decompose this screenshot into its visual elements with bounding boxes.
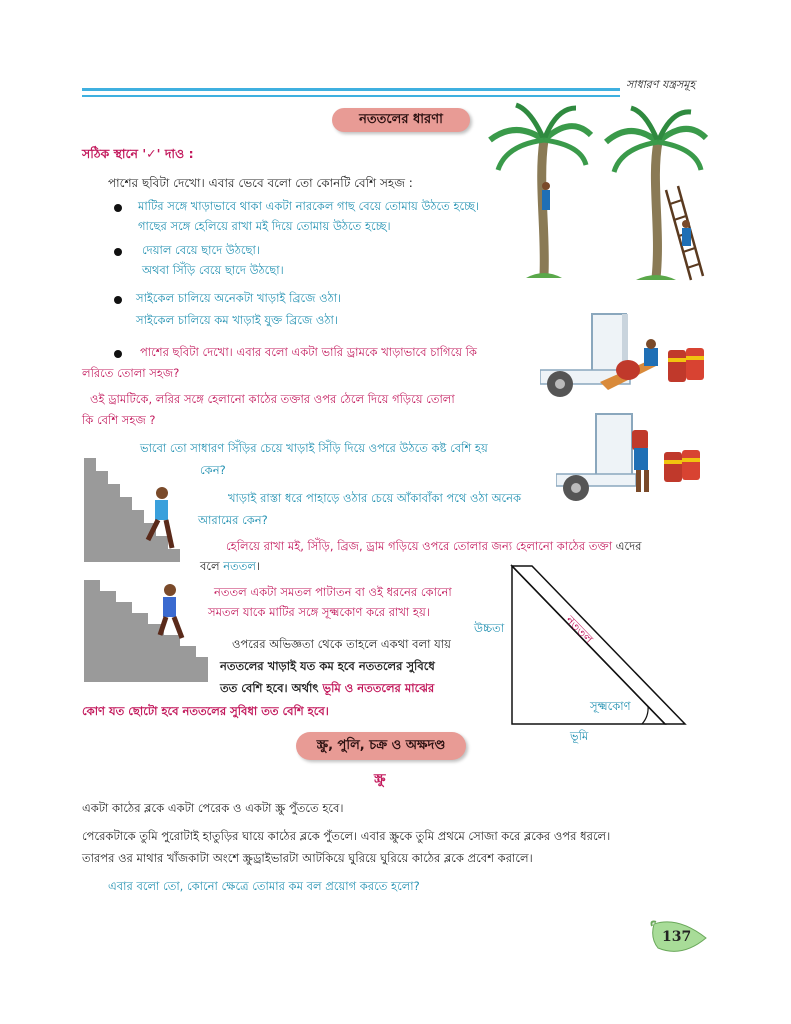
drum-icon: [616, 360, 640, 380]
bullet-2-line-1: দেয়াল বেয়ে ছাদে উঠছো।: [142, 243, 260, 257]
drum-icon: [664, 452, 682, 482]
header-rule-top: [82, 88, 620, 91]
drum-lift-illustration: [556, 412, 716, 506]
bullet-4-line-2: লরিতে তোলা সহজ?: [82, 366, 180, 380]
climber-head: [164, 584, 176, 596]
definition-line-1: [226, 538, 641, 554]
bullet-1-line-1: মাটির সঙ্গে খাড়াভাবে থাকা একটা নারকেল গাছ বেয়ে তোমায় উঠতে হচ্ছে।: [138, 199, 480, 213]
paragraph-1: একটা কাঠের ব্লকে একটা পেরেক ও একটা স্ক্রু পুঁততে হবে।: [82, 801, 344, 815]
bullet-3-line-1: সাইকেল চালিয়ে অনেকটা খাড়াই ব্রিজে ওঠা।: [136, 291, 342, 305]
intro-text: পাশের ছবিটা দেখো। এবার ভেবে বলো তো কোনটি বেশি সহজ :: [108, 176, 413, 190]
conclusion-part-b: ভূমি ও নততলের মাঝের: [322, 681, 435, 695]
bullet-dot: [114, 350, 122, 358]
definition-suffix: এদের: [612, 539, 642, 553]
drum-icon: [632, 430, 648, 450]
conclusion-line-4: কোণ যত ছোটো হবে নততলের সুবিধা তত বেশি হবে।: [82, 704, 329, 718]
subsection-heading-screw: স্ক্রু: [374, 772, 386, 787]
definition-examples: হেলিয়ে রাখা মই, সিঁড়ি, ব্রিজ, ড্রাম গড়িয়ে ওপরে তোলার জন্য হেলানো কাঠের তক্তা: [226, 539, 613, 553]
conclusion-part-a: তত বেশি হবে। অর্থাৎ: [220, 681, 323, 695]
chapter-title: সাধারণ যন্ত্রসমূহ: [626, 78, 696, 91]
road-question-line-1: খাড়াই রাস্তা ধরে পাহাড়ে ওঠার চেয়ে আঁকাবাঁকা পথে ওঠা অনেক: [228, 491, 522, 505]
definition-term: নততল: [223, 559, 256, 573]
header-rule-bottom: [82, 95, 620, 97]
bullet-dot: [114, 204, 122, 212]
question-text: এবার বলো তো, কোনো ক্ষেত্রে তোমার কম বল প্রয়োগ করতে হলো?: [108, 879, 420, 893]
angle-label: সূক্ষ্মকোণ: [590, 699, 631, 713]
bullet-1-line-2: গাছের সঙ্গে হেলিয়ে রাখা মই দিয়ে তোমায় উঠতে হচ্ছে।: [138, 219, 391, 233]
bullet-dot: [114, 248, 122, 256]
bullet-dot: [114, 296, 122, 304]
paragraph-2-line-1: পেরেকটাকে তুমি পুরোটাই হাতুড়ির ঘায়ে কাঠের ব্লকে পুঁতলে। এবার স্ক্রুকে তুমি প্রথমে সোজা করে ব্লকের ওপর ধরলে।: [82, 829, 611, 843]
bullet-3-line-2: সাইকেল চালিয়ে কম খাড়াই যুক্ত ব্রিজে ওঠা।: [136, 313, 338, 327]
page-number: 137: [662, 929, 692, 945]
drum-icon: [682, 450, 700, 480]
bullet-2-line-2: অথবা সিঁড়ি বেয়ে ছাদে উঠছো।: [142, 263, 284, 277]
road-question-line-2: আরামের কেন?: [198, 513, 268, 527]
drum-ramp-illustration: [540, 312, 710, 404]
angle-arc: [642, 706, 648, 724]
section-heading-inclined-plane: নততলের ধারণা: [332, 108, 470, 132]
inclined-definition-line-2: সমতল যাকে মাটির সঙ্গে সূক্ষ্মকোণ করে রাখা হয়।: [208, 605, 430, 619]
stairs-question-line-1: ভাবো তো সাধারণ সিঁড়ির চেয়ে খাড়াই সিঁড়ি দিয়ে ওপরে উঠতে কষ্ট বেশি হয়: [140, 441, 488, 455]
incline-label: নততল: [563, 612, 596, 646]
section-heading-screw-pulley: স্ক্রু, পুলি, চক্র ও অক্ষদণ্ড: [296, 732, 466, 760]
drum-icon: [668, 350, 686, 382]
inclined-plane-diagram: [470, 556, 710, 756]
palm-trees-illustration: [486, 100, 711, 285]
palm-tree-right: [606, 108, 706, 280]
drum-question-line-1: ওই ড্রামটিকে, লরির সঙ্গে হেলানো কাঠের তক্তার ওপর ঠেলে দিয়ে গড়িয়ে তোলা: [90, 392, 455, 406]
bullet-4-line-1: পাশের ছবিটা দেখো। এবার বলো একটা ভারি ড্রামকে খাড়াভাবে চাগিয়ে কি: [140, 345, 477, 359]
conclusion-line-2: নততলের খাড়াই যত কম হবে নততলের সুবিধে: [220, 659, 435, 673]
gentle-stairs-illustration: [84, 580, 208, 684]
steep-stairs-illustration: [84, 458, 202, 564]
definition-prefix: বলে: [200, 559, 224, 573]
instruction: সঠিক স্থানে '✓' দাও :: [82, 146, 194, 161]
definition-end: ।: [255, 559, 261, 573]
definition-line-2: [200, 558, 260, 574]
drum-icon: [686, 348, 704, 380]
drum-question-line-2: কি বেশি সহজ ?: [82, 413, 156, 427]
conclusion-line-1: ওপরের অভিজ্ঞতা থেকে তাহলে একথা বলা যায়: [232, 637, 451, 651]
stairs-question-line-2: কেন?: [200, 463, 226, 477]
height-label: উচ্চতা: [474, 621, 505, 635]
conclusion-line-3: [220, 680, 434, 696]
climber-head: [156, 487, 168, 499]
base-label: ভূমি: [570, 729, 589, 743]
palm-tree-left: [490, 105, 591, 278]
paragraph-2-line-2: তারপর ওর মাথার খাঁজকাটা অংশে স্ক্রুড্রাইভারটা আটকিয়ে ঘুরিয়ে ঘুরিয়ে কাঠের ব্লকে প্রবেশ করালে।: [82, 851, 533, 865]
inclined-definition-line-1: নততল একটা সমতল পাটাতন বা ওই ধরনের কোনো: [214, 585, 452, 599]
